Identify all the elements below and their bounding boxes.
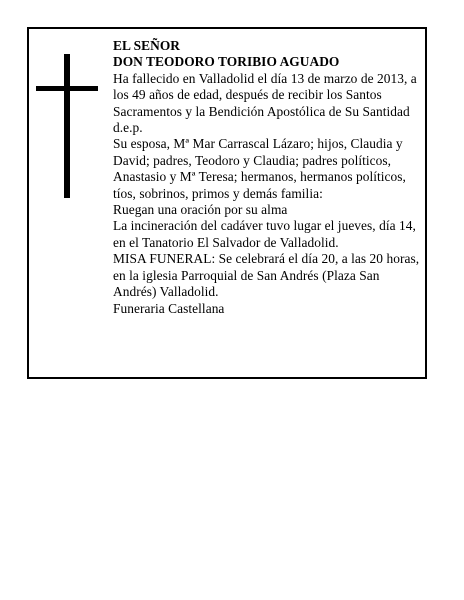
notice-title: EL SEÑOR bbox=[113, 38, 181, 53]
family-list: Su esposa, Mª Mar Carrascal Lázaro; hijos, Claudia y David; padres, Teodoro y Claudia; padres políticos, Anastasio y Mª Teresa; hermanos, hermanos políticos, tíos, sobrinos, primos y demás familia: bbox=[113, 136, 406, 201]
obituary-text bbox=[113, 38, 425, 317]
death-announcement: Ha fallecido en Valladolid el día 13 de marzo de 2013, a los 49 años de edad, después de recibir los Santos Sacramentos y la Bendición Apostólica de Su Santidad d.e.p. bbox=[113, 70, 417, 136]
funeral-home: Funeraria Castellana bbox=[113, 300, 225, 316]
funeral-mass-info: MISA FUNERAL: Se celebrará el día 20, a las 20 horas, en la iglesia Parroquial de San Andrés (Plaza San Andrés) Valladolid. bbox=[113, 251, 420, 300]
latin-cross-icon bbox=[36, 54, 98, 198]
cross-vertical-bar bbox=[64, 54, 70, 198]
prayer-request: Ruegan una oración por su alma bbox=[113, 202, 288, 218]
cross-horizontal-bar bbox=[36, 86, 98, 91]
deceased-name: DON TEODORO TORIBIO AGUADO bbox=[113, 54, 340, 70]
cremation-info: La incineración del cadáver tuvo lugar el jueves, día 14, en el Tanatorio El Salvador de Valladolid. bbox=[113, 218, 416, 250]
